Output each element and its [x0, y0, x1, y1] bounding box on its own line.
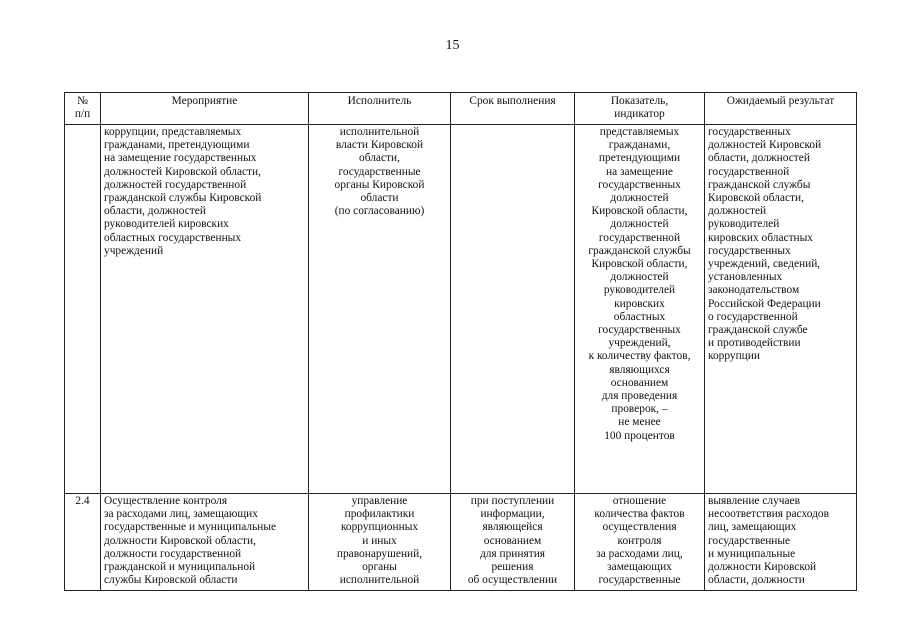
text-line: несоответствия расходов	[708, 508, 829, 521]
text-line: представляемых	[599, 126, 680, 138]
table-header-row	[65, 93, 857, 125]
text-line: областных	[613, 310, 666, 323]
text-line: отношение	[612, 495, 667, 507]
text-line: органы	[362, 561, 397, 574]
text-line: учреждений,	[608, 337, 671, 350]
text-line: и муниципальные	[708, 547, 796, 560]
text-line: должностей	[610, 218, 669, 231]
text-line: должности государственной	[104, 547, 242, 560]
cell-result	[705, 125, 857, 494]
text-line: гражданской службе	[708, 324, 808, 337]
text-line: государственной	[708, 165, 790, 178]
text-line: должностей	[708, 205, 767, 218]
text-line: Мероприятие	[171, 95, 238, 107]
text-line: службы Кировской области	[104, 574, 238, 587]
text-line: коррупции	[708, 350, 760, 363]
text-line: должностей государственной	[104, 178, 247, 191]
text-line: кировских областных	[708, 231, 813, 244]
text-line: коррупции, представляемых	[104, 126, 242, 138]
text-line: должностей	[610, 192, 669, 205]
plan-table	[64, 92, 857, 591]
page-number: 15	[445, 38, 460, 53]
text-line: осуществления	[602, 521, 677, 534]
text-line: Осуществление контроля	[104, 495, 228, 507]
header-num	[65, 93, 101, 125]
header-indicator	[575, 93, 705, 125]
text-line: при поступлении	[470, 495, 555, 507]
text-line: области,	[359, 152, 400, 165]
text-line: Показатель,	[610, 95, 669, 107]
text-line: гражданской службы Кировской	[104, 192, 262, 205]
text-line: для принятия	[479, 547, 546, 560]
text-line: должностей	[610, 271, 669, 284]
text-line: (по согласованию)	[334, 205, 425, 218]
text-line: решения	[491, 561, 534, 574]
cell-deadline	[451, 125, 575, 494]
text-line: органы Кировской	[334, 178, 425, 191]
text-line: Кировской области,	[708, 192, 804, 205]
text-line: основанием	[610, 376, 669, 389]
text-line: области, должностей	[708, 152, 810, 165]
text-line: области, должностей	[104, 205, 206, 218]
text-line: исполнительной	[339, 574, 420, 587]
text-line: количества фактов	[594, 508, 685, 521]
text-line: выявление случаев	[708, 495, 800, 507]
text-line: управление	[351, 495, 408, 507]
text-line: профилактики	[344, 508, 415, 521]
text-line: Исполнитель	[347, 95, 412, 107]
cell-executor	[309, 494, 451, 591]
text-line: Российской Федерации	[708, 297, 821, 310]
cell-executor	[309, 125, 451, 494]
text-line: 100 процентов	[604, 429, 675, 442]
text-line: контроля	[617, 534, 662, 547]
text-line: лиц, замещающих	[708, 521, 797, 534]
text-line: правонарушений,	[336, 547, 423, 560]
text-line: замещающих	[607, 561, 672, 574]
text-line: к количеству фактов,	[588, 350, 691, 363]
text-line: руководителей	[708, 218, 780, 231]
text-line: государственные и муниципальные	[104, 521, 277, 534]
text-line: Срок выполнения	[469, 95, 556, 107]
header-executor	[309, 93, 451, 125]
text-line: о государственной	[708, 310, 798, 323]
text-line: должности Кировской области,	[104, 534, 256, 547]
text-line: за расходами лиц, замещающих	[104, 508, 258, 521]
cell-deadline	[451, 494, 575, 591]
text-line: гражданами,	[608, 139, 671, 152]
text-line: Ожидаемый результат	[726, 95, 835, 107]
text-line: области	[360, 192, 399, 205]
text-line: учреждений	[104, 244, 164, 257]
text-line: за расходами лиц,	[596, 547, 683, 560]
text-line: власти Кировской	[335, 139, 424, 152]
header-result	[705, 93, 857, 125]
text-line: 2.4	[75, 495, 90, 507]
text-line: гражданской службы	[708, 178, 811, 191]
text-line: гражданской и муниципальной	[104, 561, 256, 574]
text-line: руководителей кировских	[104, 218, 229, 231]
text-line: государственных	[598, 324, 681, 337]
text-line: государственных	[708, 244, 791, 257]
text-line: государственные	[708, 534, 791, 547]
header-deadline	[451, 93, 575, 125]
cell-num	[65, 494, 101, 591]
text-line: Кировской области,	[591, 205, 688, 218]
text-line: руководителей	[603, 284, 676, 297]
text-line: должности Кировской	[708, 561, 817, 574]
text-line: исполнительной	[339, 126, 420, 138]
text-line: для проведения	[601, 390, 678, 403]
text-line: об осуществлении	[467, 574, 558, 587]
text-line: информации,	[480, 508, 545, 521]
text-line: и противодействии	[708, 337, 801, 350]
text-line: областных государственных	[104, 231, 242, 244]
header-event	[101, 93, 309, 125]
text-line: государственных	[708, 126, 791, 138]
text-line: законодательством	[708, 284, 800, 297]
table-row	[65, 494, 857, 591]
text-line: являющихся	[609, 363, 670, 376]
text-line: области, должности	[708, 574, 805, 587]
text-line: гражданской службы	[588, 244, 691, 257]
text-line: должностей Кировской	[708, 139, 822, 152]
text-line: проверок, –	[611, 403, 668, 416]
text-line: на замещение	[606, 165, 673, 178]
text-line: индикатор	[614, 108, 665, 121]
text-line: п/п	[74, 108, 91, 121]
text-line: Кировской области,	[591, 258, 688, 271]
text-line: на замещение государственных	[104, 152, 257, 165]
text-line: должностей Кировской области,	[104, 165, 261, 178]
text-line: гражданами, претендующими	[104, 139, 250, 152]
text-line: и иных	[362, 534, 397, 547]
text-line: установленных	[708, 271, 783, 284]
text-line: кировских	[614, 297, 665, 310]
text-line: государственной	[598, 231, 681, 244]
text-line: претендующими	[598, 152, 681, 165]
cell-num	[65, 125, 101, 494]
text-line: основанием	[483, 534, 542, 547]
cell-event	[101, 125, 309, 494]
cell-event	[101, 494, 309, 591]
text-line: государственные	[598, 574, 681, 587]
text-line: учреждений, сведений,	[708, 258, 821, 271]
table-row	[65, 125, 857, 494]
text-line: государственных	[598, 178, 681, 191]
cell-indicator	[575, 125, 705, 494]
cell-result	[705, 494, 857, 591]
text-line: коррупционных	[340, 521, 419, 534]
text-line: №	[77, 95, 88, 107]
cell-indicator	[575, 494, 705, 591]
text-line: государственные	[338, 165, 421, 178]
text-line: не менее	[618, 416, 661, 429]
text-line: являющейся	[482, 521, 543, 534]
